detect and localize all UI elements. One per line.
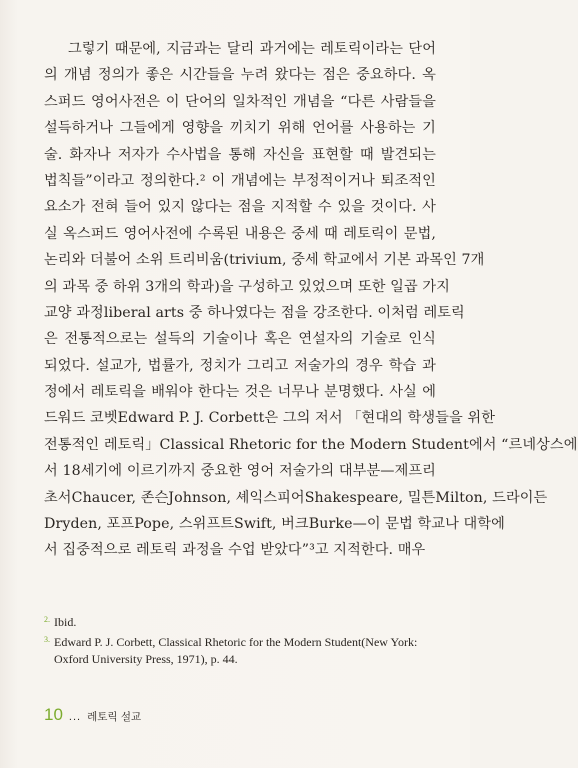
body-line: 논리와 더불어 소위 트리비움(trivium, 중세 학교에서 기본 과목인 7개 [44,252,485,269]
body-line: 초서Chaucer, 존슨Johnson, 셰익스피어Shakespeare, 밀튼Milton, 드라이든 [44,489,548,506]
running-title: 레토릭 설교 [87,711,142,723]
body-line: Dryden, 포프Pope, 스위프트Swift, 버크Burke—이 문법 학교나 대학에 [44,516,505,533]
footnote [44,634,444,668]
body-line: 교양 과정liberal arts 중 하나였다는 점을 강조한다. 이처럼 레토릭 [44,304,465,321]
body-line: 은 전통적으로는 설득의 기술이나 혹은 연설자의 기술로 인식 [44,331,436,348]
body-line: 법칙들”이라고 정의한다.² 이 개념에는 부정적이거나 퇴조적인 [44,172,436,189]
body-line: 그렇기 때문에, 지금과는 달리 과거에는 레토릭이라는 단어 [68,41,436,57]
footnotes [44,614,444,671]
body-line: 서 집중적으로 레토릭 과정을 수업 받았다”³고 지적한다. 매우 [44,542,426,559]
body-line: 드워드 코벳Edward P. J. Corbett은 그의 저서 「현대의 학생들을 위한 [44,410,496,427]
body-line: 의 과목 중 하위 3개의 학과)을 구성하고 있었으며 또한 일곱 가지 [44,278,450,295]
body-line: 서 18세기에 이르기까지 중요한 영어 저술가의 대부분—제프리 [44,463,436,480]
body-line: 설득하거나 그들에게 영향을 끼치기 위해 언어를 사용하는 기 [44,120,436,137]
footnote-text [54,614,444,631]
footnote-text [54,634,444,668]
footnote-text-line: Ibid. [54,615,77,629]
body-line: 스퍼드 영어사전은 이 단어의 일차적인 개념을 “다른 사람들을 [44,93,436,110]
body-text [44,36,578,564]
body-line: 되었다. 설교가, 법률가, 정치가 그리고 저술가의 경우 학습 과 [44,357,436,374]
footnote-text-line: Oxford University Press, 1971), p. 44. [54,652,238,666]
body-line: 의 개념 정의가 좋은 시간들을 누려 왔다는 점은 중요하다. 옥 [44,67,436,84]
page-number: 10 [44,705,63,724]
footnote-text-line: Edward P. J. Corbett, Classical Rhetoric for the Modern Student(New York: [54,635,418,649]
body-line: 실 옥스퍼드 영어사전에 수록된 내용은 중세 때 레토릭이 문법, [44,225,436,242]
footnote-number: 2. [44,615,50,624]
footnote [44,614,444,631]
footnote-number: 3. [44,635,50,644]
body-line: 전통적인 레토릭」Classical Rhetoric for the Modern Student에서 “르네상스에 [44,436,578,453]
footer-ellipsis: ... [68,711,82,723]
body-line: 정에서 레토릭을 배워야 한다는 것은 너무나 분명했다. 사실 에 [44,384,436,401]
body-line: 술. 화자나 저자가 수사법을 통해 자신을 표현할 때 발견되는 [44,146,436,163]
body-line: 요소가 전혀 들어 있지 않다는 점을 지적할 수 있을 것이다. 사 [44,199,436,216]
page-footer [44,705,141,725]
